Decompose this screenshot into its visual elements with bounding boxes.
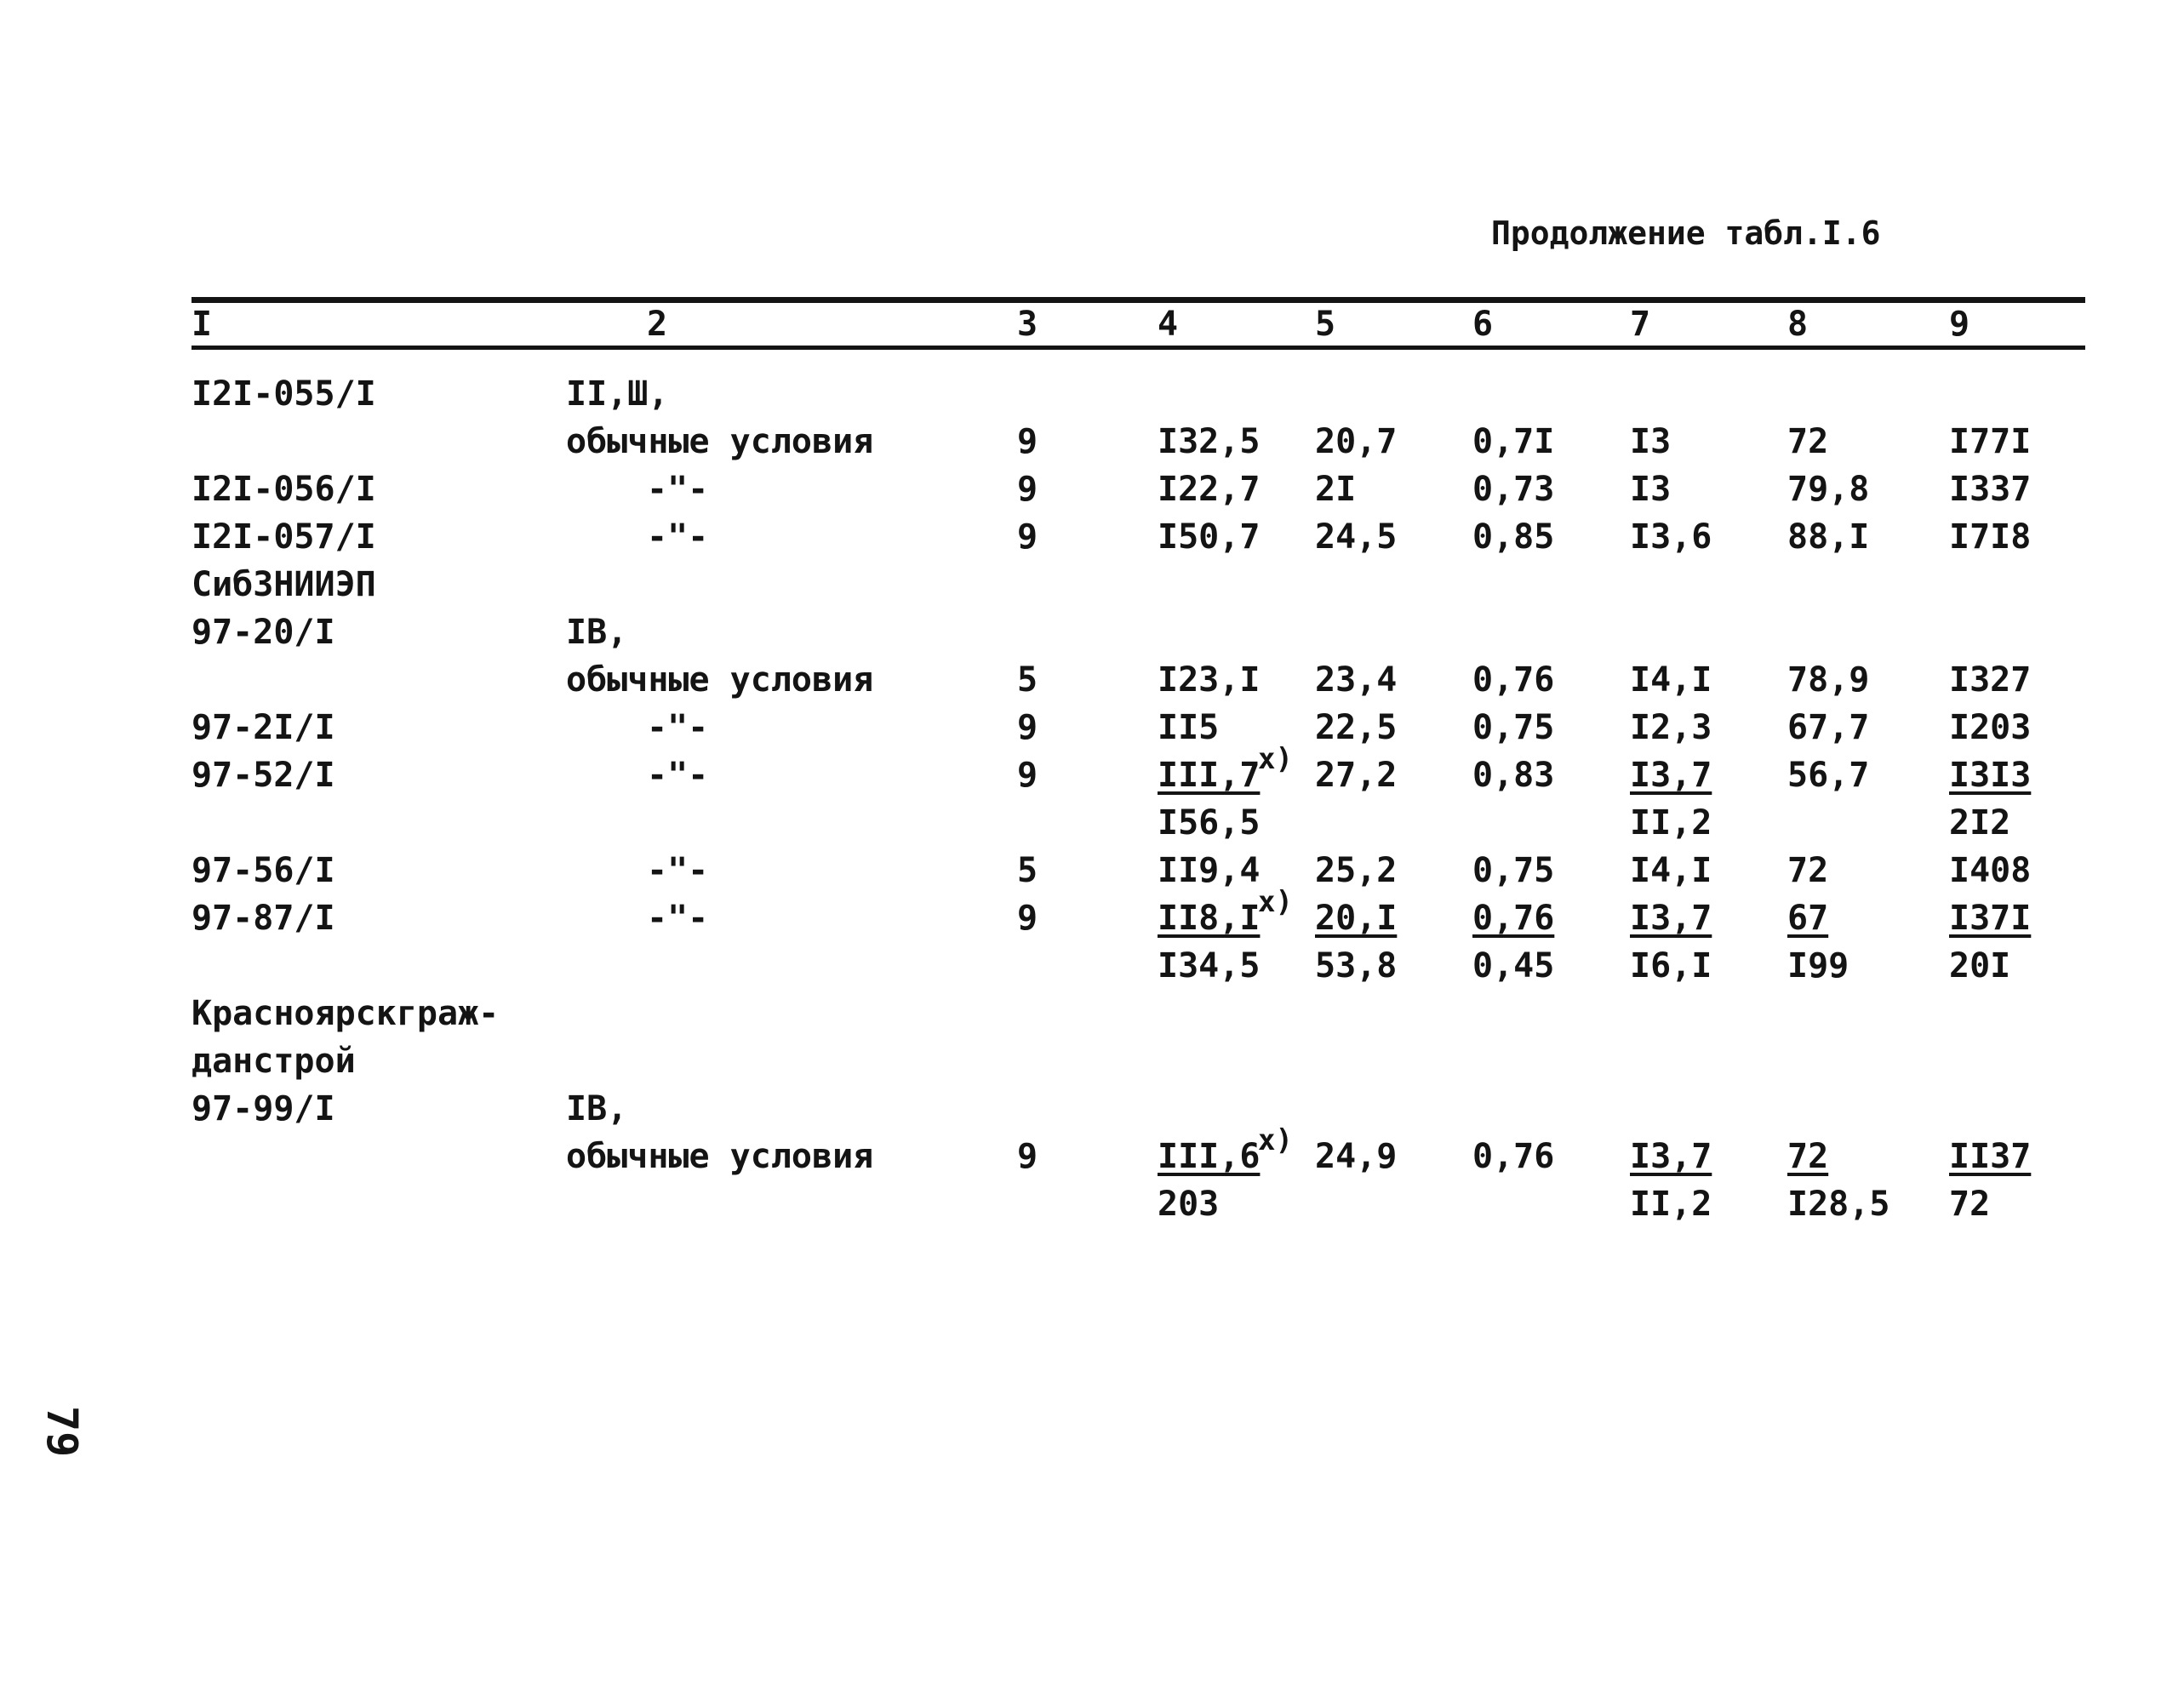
cell-row16-c8: 72	[1787, 1137, 1829, 1176]
cell-row7-c7: I2,3	[1630, 708, 1712, 747]
cell-row6-c4: I23,I	[1158, 660, 1261, 700]
cell-row10-c5: 25,2	[1315, 851, 1398, 890]
cell-row5-c2: IB,	[566, 613, 628, 652]
header-col-3: 3	[1017, 305, 1038, 344]
cell-row2-c4: I22,7	[1158, 470, 1261, 509]
cell-row12-c7: I6,I	[1630, 946, 1712, 985]
cell-row7-c8: 67,7	[1787, 708, 1870, 747]
cell-row7-c6: 0,75	[1472, 708, 1555, 747]
cell-row3-c4: I50,7	[1158, 517, 1261, 557]
table-header-rule	[192, 346, 2085, 350]
cell-row7-c9: I203	[1949, 708, 2032, 747]
cell-row11-c8: 67	[1787, 899, 1829, 938]
header-col-1: I	[192, 305, 213, 344]
cell-row16-c9: II37	[1949, 1137, 2032, 1176]
cell-row16-c6: 0,76	[1472, 1137, 1555, 1176]
cell-row9-c4: I56,5	[1158, 803, 1261, 843]
cell-row1-c4: I32,5	[1158, 422, 1261, 461]
cell-row12-c5: 53,8	[1315, 946, 1398, 985]
cell-row10-c1: 97-56/I	[192, 851, 335, 890]
cell-row8-c4: III,7	[1158, 756, 1261, 795]
cell-row9-c9: 2I2	[1949, 803, 2011, 843]
cell-row9-c7: II,2	[1630, 803, 1712, 843]
cell-row17-c7: II,2	[1630, 1185, 1712, 1224]
cell-row1-c2: обычные условия	[566, 422, 874, 461]
cell-row12-c6: 0,45	[1472, 946, 1555, 985]
cell-row11-c2: -"-	[647, 899, 709, 938]
cell-row13-c1: Красноярскграж-	[192, 994, 500, 1033]
header-col-2: 2	[647, 305, 668, 344]
cell-row2-c5: 2I	[1315, 470, 1357, 509]
footnote-mark: x)	[1258, 1123, 1293, 1157]
cell-row16-c5: 24,9	[1315, 1137, 1398, 1176]
cell-row8-c9: I3I3	[1949, 756, 2032, 795]
table-caption: Продолжение табл.I.6	[1491, 214, 1881, 252]
cell-row6-c7: I4,I	[1630, 660, 1712, 700]
cell-row10-c8: 72	[1787, 851, 1829, 890]
cell-row2-c6: 0,73	[1472, 470, 1555, 509]
header-col-5: 5	[1315, 305, 1336, 344]
page-number: 79	[37, 1406, 87, 1458]
cell-row17-c8: I28,5	[1787, 1185, 1890, 1224]
cell-row3-c3: 9	[1017, 517, 1038, 557]
cell-row8-c7: I3,7	[1630, 756, 1712, 795]
cell-row8-c5: 27,2	[1315, 756, 1398, 795]
cell-row6-c2: обычные условия	[566, 660, 874, 700]
cell-row15-c2: IB,	[566, 1089, 628, 1128]
cell-row8-c6: 0,83	[1472, 756, 1555, 795]
cell-row11-c3: 9	[1017, 899, 1038, 938]
footnote-mark: x)	[1258, 742, 1293, 776]
cell-row8-c8: 56,7	[1787, 756, 1870, 795]
cell-row10-c4: II9,4	[1158, 851, 1261, 890]
cell-row3-c6: 0,85	[1472, 517, 1555, 557]
cell-row2-c8: 79,8	[1787, 470, 1870, 509]
cell-row11-c5: 20,I	[1315, 899, 1398, 938]
cell-row7-c1: 97-2I/I	[192, 708, 335, 747]
table-top-rule	[192, 297, 2085, 303]
cell-row0-c1: I2I-055/I	[192, 374, 376, 414]
footnote-mark: x)	[1258, 885, 1293, 919]
cell-row7-c5: 22,5	[1315, 708, 1398, 747]
cell-row1-c7: I3	[1630, 422, 1672, 461]
cell-row17-c9: 72	[1949, 1185, 1991, 1224]
cell-row12-c8: I99	[1787, 946, 1849, 985]
cell-row11-c1: 97-87/I	[192, 899, 335, 938]
header-col-8: 8	[1787, 305, 1809, 344]
cell-row3-c8: 88,I	[1787, 517, 1870, 557]
cell-row5-c1: 97-20/I	[192, 613, 335, 652]
cell-row2-c1: I2I-056/I	[192, 470, 376, 509]
cell-row3-c9: I7I8	[1949, 517, 2032, 557]
header-col-7: 7	[1630, 305, 1651, 344]
cell-row16-c3: 9	[1017, 1137, 1038, 1176]
header-col-9: 9	[1949, 305, 1970, 344]
cell-row10-c6: 0,75	[1472, 851, 1555, 890]
cell-row12-c9: 20I	[1949, 946, 2011, 985]
cell-row10-c2: -"-	[647, 851, 709, 890]
cell-row6-c3: 5	[1017, 660, 1038, 700]
cell-row16-c2: обычные условия	[566, 1137, 874, 1176]
cell-row1-c6: 0,7I	[1472, 422, 1555, 461]
cell-row11-c4: II8,I	[1158, 899, 1261, 938]
cell-row7-c2: -"-	[647, 708, 709, 747]
cell-row10-c9: I408	[1949, 851, 2032, 890]
cell-row6-c9: I327	[1949, 660, 2032, 700]
cell-row15-c1: 97-99/I	[192, 1089, 335, 1128]
cell-row2-c3: 9	[1017, 470, 1038, 509]
cell-row2-c2: -"-	[647, 470, 709, 509]
cell-row11-c9: I37I	[1949, 899, 2032, 938]
cell-row16-c4: III,6	[1158, 1137, 1261, 1176]
cell-row6-c6: 0,76	[1472, 660, 1555, 700]
cell-row1-c5: 20,7	[1315, 422, 1398, 461]
cell-row11-c6: 0,76	[1472, 899, 1555, 938]
cell-row3-c2: -"-	[647, 517, 709, 557]
cell-row3-c5: 24,5	[1315, 517, 1398, 557]
cell-row2-c7: I3	[1630, 470, 1672, 509]
cell-row1-c3: 9	[1017, 422, 1038, 461]
cell-row1-c9: I77I	[1949, 422, 2032, 461]
cell-row8-c1: 97-52/I	[192, 756, 335, 795]
cell-row10-c3: 5	[1017, 851, 1038, 890]
cell-row10-c7: I4,I	[1630, 851, 1712, 890]
cell-row6-c5: 23,4	[1315, 660, 1398, 700]
cell-row0-c2: II,Ш,	[566, 374, 669, 414]
cell-row3-c1: I2I-057/I	[192, 517, 376, 557]
cell-row4-c1: СибЗНИИЭП	[192, 565, 376, 604]
cell-row14-c1: данстрой	[192, 1042, 356, 1081]
cell-row3-c7: I3,6	[1630, 517, 1712, 557]
cell-row11-c7: I3,7	[1630, 899, 1712, 938]
cell-row2-c9: I337	[1949, 470, 2032, 509]
header-col-4: 4	[1158, 305, 1179, 344]
cell-row17-c4: 203	[1158, 1185, 1220, 1224]
cell-row8-c3: 9	[1017, 756, 1038, 795]
cell-row12-c4: I34,5	[1158, 946, 1261, 985]
cell-row6-c8: 78,9	[1787, 660, 1870, 700]
cell-row7-c3: 9	[1017, 708, 1038, 747]
cell-row7-c4: II5	[1158, 708, 1220, 747]
cell-row8-c2: -"-	[647, 756, 709, 795]
header-col-6: 6	[1472, 305, 1494, 344]
cell-row1-c8: 72	[1787, 422, 1829, 461]
cell-row16-c7: I3,7	[1630, 1137, 1712, 1176]
